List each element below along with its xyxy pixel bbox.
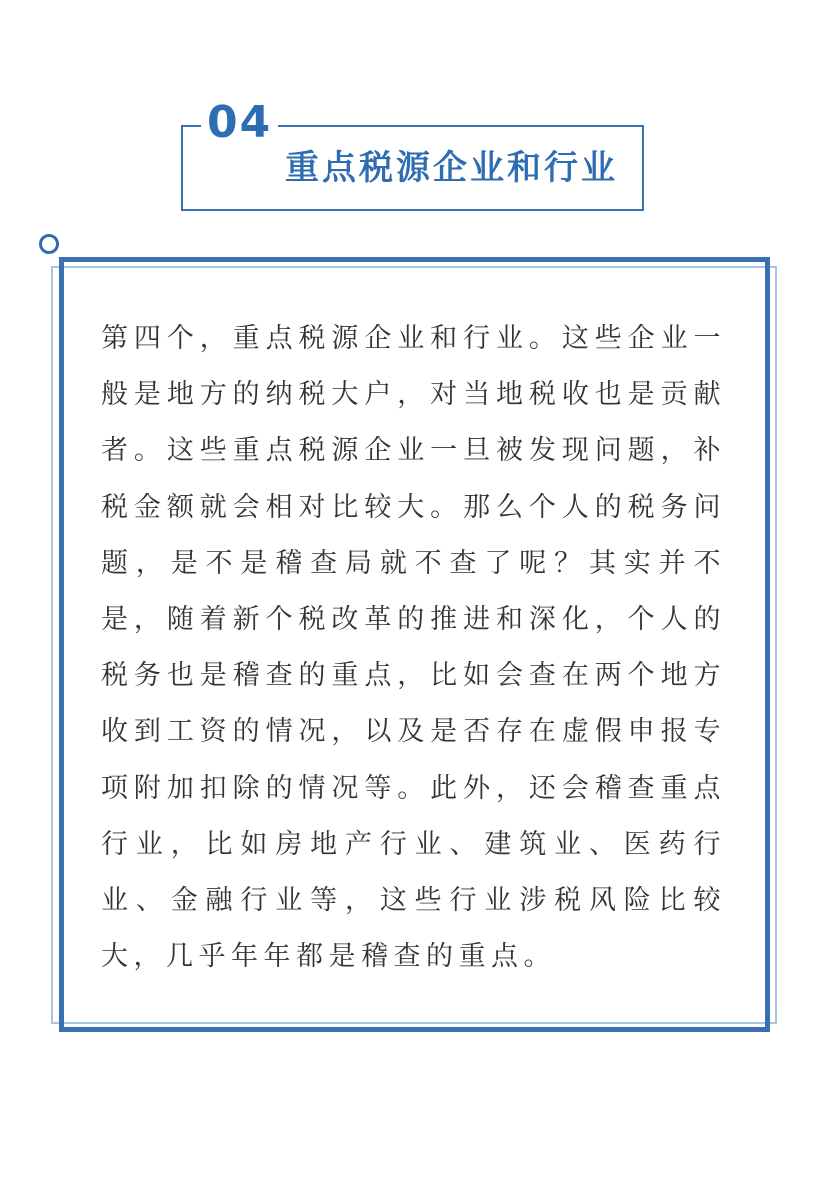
decorative-ring-icon <box>39 234 59 254</box>
section-title: 重点税源企业和行业 <box>285 148 618 188</box>
article-body: 第四个，重点税源企业和行业。这些企业一般是地方的纳税大户，对当地税收也是贡献者。这些重点税源企业一旦被发现问题，补税金额就会相对比较大。那么个人的税务问题，是不是稽查局就不查了呢？其实并不是，随着新个税改革的推进和深化，个人的税务也是稽查的重点，比如会查在两个地方收到工资的情况，以及是否存在虚假申报专项附加扣除的情况等。此外，还会稽查重点行业，比如房地产行业、建筑业、医药行业、金融行业等，这些行业涉税风险比较大，几乎年年都是稽查的重点。 <box>101 323 726 973</box>
section-number: 04 <box>201 98 278 148</box>
